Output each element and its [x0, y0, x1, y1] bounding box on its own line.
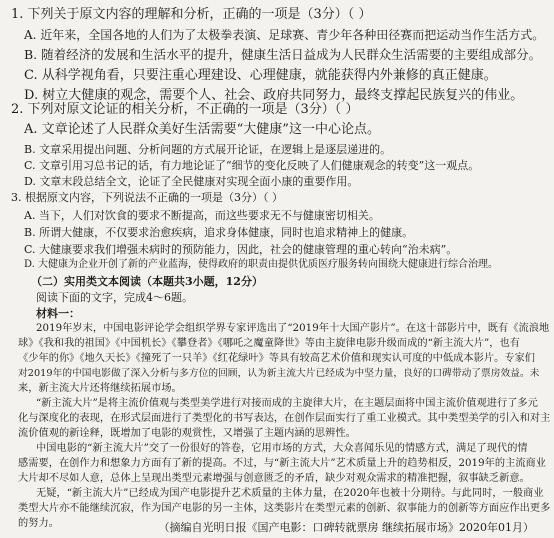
paragraph-line: 球》《我和我的祖国》《中国机长》《攀登者》《哪吒之魔童降世》等由主旋律电影升级而成的“新主流大片”，也有 [18, 338, 520, 349]
q2-option-a: A. 文章论述了人民群众美好生活需要“大健康”这一中心论点。 [24, 122, 380, 137]
q1-option-d: D. 树立大健康的观念，需要个人、社会、政府共同努力，最终支撑起民族复兴的伟业。 [24, 88, 524, 103]
q3-option-d: D. 大健康为企业开创了新的产业蓝海，使得政府的职责由提供优质医疗服务转向围绕大健康进行综合治理。 [24, 259, 499, 270]
paragraph-line: 化与深度化的表现，在形式层面进行了类型化的书写表达，在创作层面实行了重工业模式。其中类型美学的引入和对主 [18, 413, 551, 424]
paragraph-line: 流价值观的新诠释，既增加了电影的观赏性，又增强了主题内涵的思辨性。 [18, 428, 356, 439]
q2-option-d: D. 文章末段总结全文，论证了全民健康对实现全面小康的重要作用。 [24, 175, 359, 188]
q2-option-b: B. 文章采用提出问题、分析问题的方式展开论证，在逻辑上是逐层递进的。 [24, 143, 392, 156]
paragraph-line: 类型大片亦不能继续沉寂，作为国产电影的另一主体，这类影片在类型元素的创新、叙事能力的创新等方面应作出更多 [18, 503, 551, 514]
q3-option-b: B. 所谓大健康，不仅要求治愈疾病，追求身体健康，同时也追求精神上的健康。 [24, 226, 414, 239]
q1-option-a: A. 近年来，全国各地的人们为了太极拳表演、足球赛、青少年各种田径赛而把运动当作生活方式。 [24, 28, 545, 42]
paragraph-line: 《少年的你》《地久天长》《撞死了一只羊》《红花绿叶》等具有较高艺术价值和现实认可度的中低成本影片。专家们 [18, 353, 536, 364]
q1-stem: 1. 下列关于原文内容的理解和分析，正确的一项是（3分）（ ） [11, 7, 372, 22]
material-label: 材料一： [36, 307, 80, 320]
q3-stem: 3. 根据原文内容，下列说法不正确的一项是（3分）（ ） [11, 191, 283, 204]
paragraph-line: 来，新主流大片还将继续拓展市场。 [18, 383, 182, 394]
paragraph-line: 中国电影的“新主流大片”交了一份很好的答卷，它用市场的方式，大众喜闻乐见的情感方式，满足了现代的情 [36, 443, 528, 454]
q3-option-a: A. 当下，人们对饮食的要求不断提高，而这些要求无不与健康密切相关。 [24, 209, 380, 222]
q3-option-c: C. 大健康要求我们增强未病时的预防能力，因此，社会的健康管理的重心转向“治未病”。 [24, 243, 458, 256]
source-citation: （摘编自光明日报《国产电影：口碑转就票房 继续拓展市场》2020年01月） [158, 521, 534, 534]
q1-option-c: C. 从科学视角看，只要注重心理建设、心理健康，就能获得内外兼修的真正健康。 [24, 68, 497, 83]
section-title: （二）实用类文本阅读（本题共3小题，12分） [31, 275, 263, 288]
paragraph-line: 对2019年的中国电影做了深入分析与多方位的回顾，认为新主流大片已经成为中坚力量，良好的口碑带动了票房效益。未 [18, 368, 540, 379]
paragraph-line: 无疑，“新主流大片”已经成为国产电影提升艺术质量的主体力量，在2020年也被十分期待。与此同时，一般商业 [36, 488, 544, 499]
paragraph-line: 大片却不尽如人意，总体上呈现出类型元素增强与创意匮乏的矛盾，缺少对观众需求的精准把握，叙事缺乏新意。 [18, 473, 530, 484]
q2-stem: 2. 下列对原文论证的相关分析，不正确的一项是（3分）（ ） [11, 102, 359, 117]
paragraph-line: “新主流大片”是将主流价值观与类型美学进行对接而成的主旋律大片，在主题层面将中国主流价值观进行了多元 [36, 398, 538, 409]
section-instruction: 阅读下面的文字，完成4～6题。 [36, 291, 193, 304]
q1-option-b: B. 随着经济的发展和生活水平的提升，健康生活日益成为人民群众生活需要的主要组成部分。 [24, 47, 542, 62]
paragraph-line: 的努力。 [18, 518, 59, 529]
paragraph-line: 感需要，在创作力和想象力方面有了新的提高。不过，与“新主流大片”艺术质量上升的趋势相反，2019年的主流商业 [18, 458, 547, 469]
q2-option-c: C. 文章引用习总书记的话，有力地论证了“细节的变化反映了人们健康观念的转变”这一观点。 [24, 159, 480, 172]
paragraph-line: 2019年岁末，中国电影评论学会组织学界专家评选出了“2019年十大国产影片”。在这十部影片中，既有《流浪地 [36, 323, 550, 334]
